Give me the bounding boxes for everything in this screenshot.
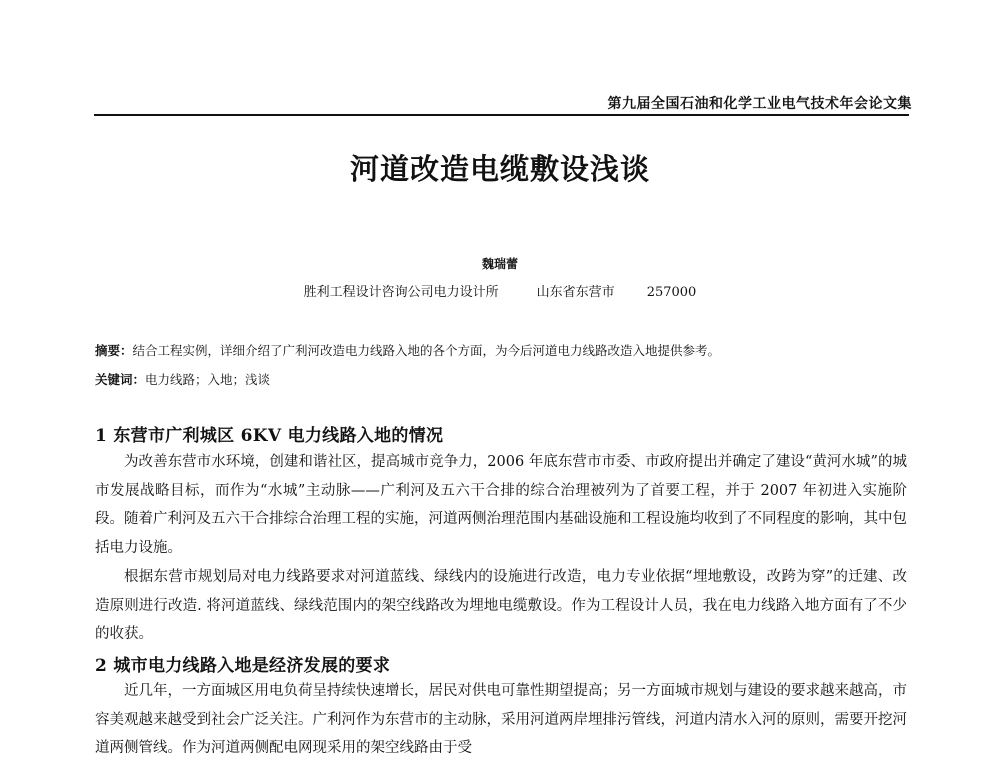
body-paragraph: 近几年，一方面城区用电负荷呈持续快速增长，居民对供电可靠性期望提高；另一方面城市规划与建设的要求越来越高，市容美观越来越受到社会广泛关注。广利河作为东营市的主动脉，采用河道两岸埋排污管线，河道内清水入河的原则，需要开挖河道两侧管线。作为河道两侧配电网现采用的架空线路由于受	[95, 683, 907, 756]
keywords-text: 电力线路；入地；浅谈	[145, 372, 271, 387]
affiliation	[0, 281, 1000, 300]
abstract-text: 结合工程实例，详细介绍了广利河改造电力线路入地的各个方面，为今后河道电力线路改造入地提供参考。	[132, 343, 721, 358]
header-rule	[94, 114, 909, 116]
section-heading: 2 城市电力线路入地是经济发展的要求	[95, 656, 391, 676]
keywords-label: 关键词：	[95, 372, 146, 387]
paper-title: 河道改造电缆敷设浅谈	[349, 152, 650, 186]
abstract	[95, 341, 720, 359]
abstract-label: 摘要：	[95, 343, 133, 358]
body-paragraph: 根据东营市规划局对电力线路要求对河道蓝线、绿线内的设施进行改造，电力专业依据“埋地敷设，改跨为穿”的迁建、改造原则进行改造. 将河道蓝线、绿线范围内的架空线路改为埋地电缆敷设。作为工程设计人员，我在电力线路入地方面有了不少的收获。	[95, 569, 907, 642]
affiliation-organization: 胜利工程设计咨询公司电力设计所	[303, 285, 499, 300]
keywords	[95, 370, 270, 388]
affiliation-location: 山东省东营市	[536, 285, 615, 300]
affiliation-postcode: 257000	[646, 285, 697, 300]
author-name: 魏瑞蕾	[481, 257, 518, 271]
running-header: 第九届全国石油和化学工业电气技术年会论文集	[607, 96, 912, 112]
body-paragraph: 为改善东营市水环境，创建和谐社区，提高城市竞争力，2006 年底东营市市委、市政府提出并确定了建设“黄河水城”的城市发展战略目标，而作为“水城”主动脉——广利河及五六干合排的综合治理被列为了首要工程，并于 2007 年初进入实施阶段。随着广利河及五六干合排综合治理工程的实施，河道两侧治理范围内基础设施和工程设施均收到了不同程度的影响，其中包括电力设施。	[95, 454, 907, 556]
section-heading: 1 东营市广利城区 6KV 电力线路入地的情况	[95, 426, 444, 446]
